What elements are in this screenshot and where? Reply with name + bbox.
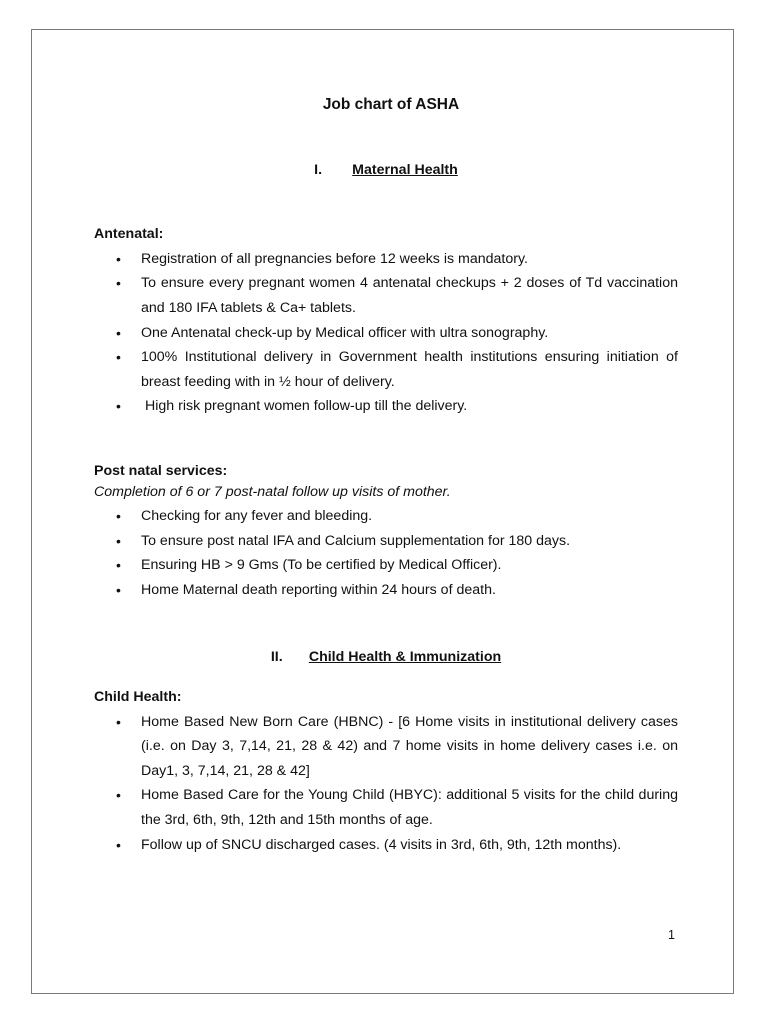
list-item: • One Antenatal check-up by Medical officer with ultra sonography. — [94, 321, 678, 346]
section-title: Maternal Health — [352, 161, 458, 178]
subheading-antenatal: Antenatal: — [94, 226, 164, 243]
post-natal-note: Completion of 6 or 7 post-natal follow up visits of mother. — [94, 483, 451, 500]
list-item: • To ensure every pregnant women 4 antenatal checkups + 2 doses of Td vaccination and 180 IFA tablets & Ca+ tablets. — [94, 271, 678, 320]
section-heading-child-health — [94, 645, 678, 670]
list-item: • Follow up of SNCU discharged cases. (4 visits in 3rd, 6th, 9th, 12th months). — [94, 833, 678, 858]
post-natal-list — [94, 504, 678, 602]
document-content — [94, 90, 678, 857]
list-item: • Home Based Care for the Young Child (HBYC): additional 5 visits for the child during the 3rd, 6th, 9th, 12th and 15th months of age. — [94, 783, 678, 832]
list-item: • Ensuring HB > 9 Gms (To be certified by Medical Officer). — [94, 553, 678, 578]
document-page — [31, 29, 734, 994]
list-item: • Registration of all pregnancies before 12 weeks is mandatory. — [94, 247, 678, 272]
section-numeral: II. — [270, 648, 283, 665]
antenatal-list — [94, 247, 678, 419]
list-item: • Checking for any fever and bleeding. — [94, 504, 678, 529]
list-item: • Home Maternal death reporting within 24 hours of death. — [94, 578, 678, 603]
section-heading-maternal-health — [94, 158, 678, 183]
document-title: Job chart of ASHA — [322, 96, 460, 113]
subheading-child-health: Child Health: — [94, 689, 182, 706]
list-item: • High risk pregnant women follow-up till the delivery. — [94, 394, 678, 419]
subheading-post-natal: Post natal services: — [94, 462, 228, 479]
child-health-list — [94, 710, 678, 858]
page-number: 1 — [668, 928, 675, 942]
section-numeral: I. — [314, 161, 323, 178]
list-item: • To ensure post natal IFA and Calcium supplementation for 180 days. — [94, 529, 678, 554]
list-item: • Home Based New Born Care (HBNC) - [6 Home visits in institutional delivery cases (i.e. on Day 3, 7,14, 21, 28 & 42) and 7 home visits in home delivery cases i.e. on Day1, 3, 7,14, 21, 28 & 42] — [94, 710, 678, 784]
list-item: • 100% Institutional delivery in Government health institutions ensuring initiation of breast feeding with in ½ hour of delivery. — [94, 345, 678, 394]
section-title: Child Health & Immunization — [308, 648, 502, 665]
